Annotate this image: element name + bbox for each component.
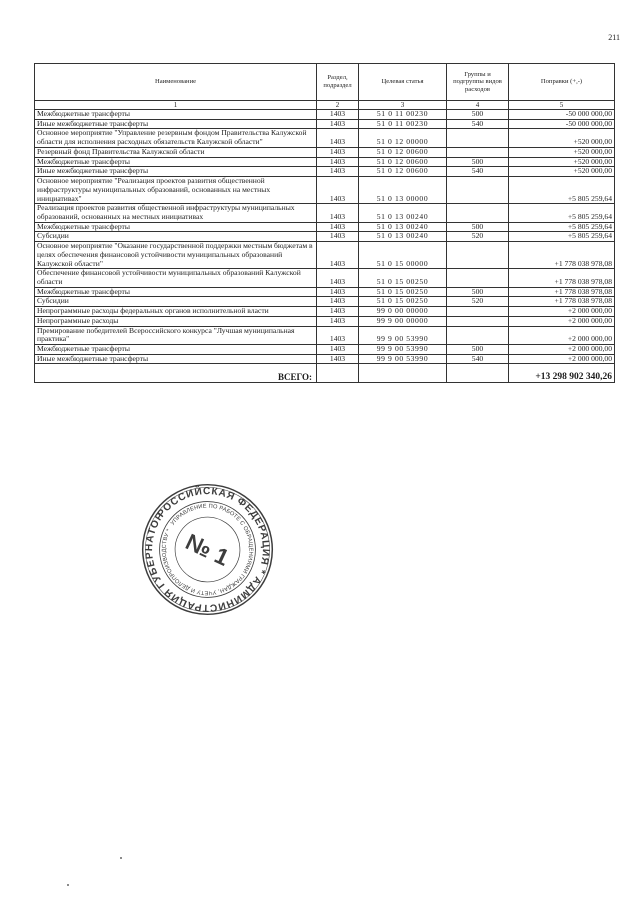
table-row — [35, 204, 615, 222]
column-number: 5 — [509, 101, 615, 110]
row-section-cell: 1403 — [317, 232, 359, 242]
row-amount-cell: +2 000 000,00 — [509, 316, 615, 326]
row-group-cell: 500 — [447, 157, 509, 167]
row-code-cell: 51 0 12 00000 — [359, 129, 447, 147]
row-amount-cell: +520 000,00 — [509, 157, 615, 167]
row-code-cell: 51 0 13 00240 — [359, 222, 447, 232]
row-code-cell: 51 0 11 00230 — [359, 119, 447, 129]
table-row — [35, 177, 615, 204]
row-group-cell: 500 — [447, 222, 509, 232]
row-amount-cell: +1 778 038 978,08 — [509, 242, 615, 269]
row-group-cell: 520 — [447, 232, 509, 242]
row-amount-cell: +520 000,00 — [509, 167, 615, 177]
row-code-cell: 99 9 00 53990 — [359, 354, 447, 364]
table-row — [35, 316, 615, 326]
row-section-cell: 1403 — [317, 129, 359, 147]
row-amount-cell: +2 000 000,00 — [509, 326, 615, 344]
row-section-cell: 1403 — [317, 222, 359, 232]
row-code-cell: 51 0 13 00000 — [359, 177, 447, 204]
row-section-cell: 1403 — [317, 242, 359, 269]
row-name-cell: Основное мероприятие "Оказание государственной поддержки местным бюджетам в целях обеспечения финансовой устойчивости муниципальных образований Калужской области" — [35, 242, 317, 269]
table-row — [35, 307, 615, 317]
table-row — [35, 147, 615, 157]
table-row — [35, 345, 615, 355]
table-row — [35, 110, 615, 120]
row-group-cell: 500 — [447, 110, 509, 120]
row-name-cell: Обеспечение финансовой устойчивости муниципальных образований Калужской области — [35, 269, 317, 287]
row-name-cell: Резервный фонд Правительства Калужской области — [35, 147, 317, 157]
row-section-cell: 1403 — [317, 345, 359, 355]
header-groups: Группы и подгруппы видов расходов — [447, 64, 509, 101]
row-group-cell — [447, 129, 509, 147]
row-name-cell: Непрограммные расходы федеральных органов исполнительной власти — [35, 307, 317, 317]
row-amount-cell: +5 805 259,64 — [509, 204, 615, 222]
total-row — [35, 364, 615, 383]
row-amount-cell: -50 000 000,00 — [509, 119, 615, 129]
row-group-cell — [447, 147, 509, 157]
row-amount-cell: +5 805 259,64 — [509, 177, 615, 204]
row-amount-cell: +1 778 038 978,08 — [509, 297, 615, 307]
header-target: Целевая статья — [359, 64, 447, 101]
row-code-cell: 51 0 15 00250 — [359, 269, 447, 287]
total-amount: +13 298 902 340,26 — [509, 364, 615, 383]
row-amount-cell: -50 000 000,00 — [509, 110, 615, 120]
row-name-cell: Иные межбюджетные трансферты — [35, 354, 317, 364]
column-number: 1 — [35, 101, 317, 110]
row-section-cell: 1403 — [317, 287, 359, 297]
total-empty-cell — [359, 364, 447, 383]
row-section-cell: 1403 — [317, 157, 359, 167]
row-name-cell: Реализация проектов развития общественной инфраструктуры муниципальных образований, основанных на местных инициативах — [35, 204, 317, 222]
total-empty-cell — [447, 364, 509, 383]
row-amount-cell: +2 000 000,00 — [509, 354, 615, 364]
budget-amendments-table — [34, 63, 615, 383]
row-name-cell: Премирование победителей Всероссийского конкурса "Лучшая муниципальная практика" — [35, 326, 317, 344]
row-name-cell: Межбюджетные трансферты — [35, 287, 317, 297]
row-group-cell: 500 — [447, 345, 509, 355]
row-code-cell: 51 0 12 00600 — [359, 147, 447, 157]
row-name-cell: Субсидии — [35, 232, 317, 242]
row-amount-cell: +5 805 259,64 — [509, 222, 615, 232]
page-number: 211 — [608, 33, 620, 42]
table-body — [35, 110, 615, 364]
svg-text:РОССИЙСКАЯ ФЕДЕРАЦИЯ * АДМИНИС: РОССИЙСКАЯ ФЕДЕРАЦИЯ * АДМИНИСТРАЦИЯ ГУБЕРНАТОРА — [144, 486, 271, 613]
row-amount-cell: +1 778 038 978,08 — [509, 287, 615, 297]
row-code-cell: 99 9 00 00000 — [359, 316, 447, 326]
total-label: ВСЕГО: — [35, 364, 317, 383]
row-group-cell: 540 — [447, 354, 509, 364]
row-amount-cell: +2 000 000,00 — [509, 345, 615, 355]
row-group-cell — [447, 326, 509, 344]
row-section-cell: 1403 — [317, 354, 359, 364]
row-group-cell: 520 — [447, 297, 509, 307]
table-row — [35, 129, 615, 147]
row-code-cell: 51 0 13 00240 — [359, 204, 447, 222]
column-number: 4 — [447, 101, 509, 110]
row-code-cell: 99 0 00 00000 — [359, 307, 447, 317]
table-row — [35, 222, 615, 232]
row-group-cell — [447, 204, 509, 222]
row-group-cell — [447, 177, 509, 204]
row-group-cell — [447, 269, 509, 287]
header-name: Наименование — [35, 64, 317, 101]
row-group-cell: 500 — [447, 287, 509, 297]
header-section: Раздел, подраздел — [317, 64, 359, 101]
row-name-cell: Межбюджетные трансферты — [35, 157, 317, 167]
total-empty-cell — [317, 364, 359, 383]
row-amount-cell: +5 805 259,64 — [509, 232, 615, 242]
row-section-cell: 1403 — [317, 316, 359, 326]
row-group-cell — [447, 316, 509, 326]
header-amendments: Поправки (+,-) — [509, 64, 615, 101]
table-row — [35, 287, 615, 297]
row-code-cell: 51 0 15 00000 — [359, 242, 447, 269]
row-section-cell: 1403 — [317, 326, 359, 344]
row-name-cell: Межбюджетные трансферты — [35, 110, 317, 120]
row-name-cell: Межбюджетные трансферты — [35, 222, 317, 232]
row-code-cell: 99 9 00 53990 — [359, 345, 447, 355]
row-section-cell: 1403 — [317, 204, 359, 222]
row-group-cell: 540 — [447, 167, 509, 177]
scan-speck — [67, 884, 69, 886]
table-row — [35, 354, 615, 364]
svg-text:№ 1: № 1 — [181, 528, 234, 571]
row-name-cell: Основное мероприятие "Управление резервным фондом Правительства Калужской области для исполнения расходных обязательств Калужской области" — [35, 129, 317, 147]
row-code-cell: 99 9 00 53990 — [359, 326, 447, 344]
row-amount-cell: +520 000,00 — [509, 129, 615, 147]
row-group-cell — [447, 242, 509, 269]
row-code-cell: 51 0 11 00230 — [359, 110, 447, 120]
table-row — [35, 242, 615, 269]
row-code-cell: 51 0 15 00250 — [359, 297, 447, 307]
row-name-cell: Иные межбюджетные трансферты — [35, 119, 317, 129]
row-code-cell: 51 0 12 00600 — [359, 157, 447, 167]
row-amount-cell: +1 778 038 978,08 — [509, 269, 615, 287]
row-section-cell: 1403 — [317, 177, 359, 204]
row-section-cell: 1403 — [317, 269, 359, 287]
row-code-cell: 51 0 13 00240 — [359, 232, 447, 242]
table-row — [35, 269, 615, 287]
row-group-cell — [447, 307, 509, 317]
row-name-cell: Иные межбюджетные трансферты — [35, 167, 317, 177]
row-amount-cell: +2 000 000,00 — [509, 307, 615, 317]
row-name-cell: Субсидии — [35, 297, 317, 307]
row-section-cell: 1403 — [317, 110, 359, 120]
row-section-cell: 1403 — [317, 297, 359, 307]
column-number: 2 — [317, 101, 359, 110]
table-header-row — [35, 64, 615, 101]
column-number: 3 — [359, 101, 447, 110]
row-code-cell: 51 0 15 00250 — [359, 287, 447, 297]
svg-text:УПРАВЛЕНИЕ ПО РАБОТЕ С ОБРАЩЕН: УПРАВЛЕНИЕ ПО РАБОТЕ С ОБРАЩЕНИЯМИ ГРАЖДАН, УЧЕТУ И ДЕЛОПРОИЗВОДСТВУ * — [161, 503, 254, 596]
scan-speck — [120, 857, 122, 859]
row-group-cell: 540 — [447, 119, 509, 129]
row-section-cell: 1403 — [317, 307, 359, 317]
row-name-cell: Непрограммные расходы — [35, 316, 317, 326]
row-section-cell: 1403 — [317, 119, 359, 129]
row-code-cell: 51 0 12 00600 — [359, 167, 447, 177]
table-row — [35, 326, 615, 344]
row-section-cell: 1403 — [317, 147, 359, 157]
official-stamp — [140, 482, 275, 617]
row-name-cell: Межбюджетные трансферты — [35, 345, 317, 355]
row-name-cell: Основное мероприятие "Реализация проектов развития общественной инфраструктуры муниципальных образований, основанных на местных инициативах" — [35, 177, 317, 204]
row-amount-cell: +520 000,00 — [509, 147, 615, 157]
row-section-cell: 1403 — [317, 167, 359, 177]
